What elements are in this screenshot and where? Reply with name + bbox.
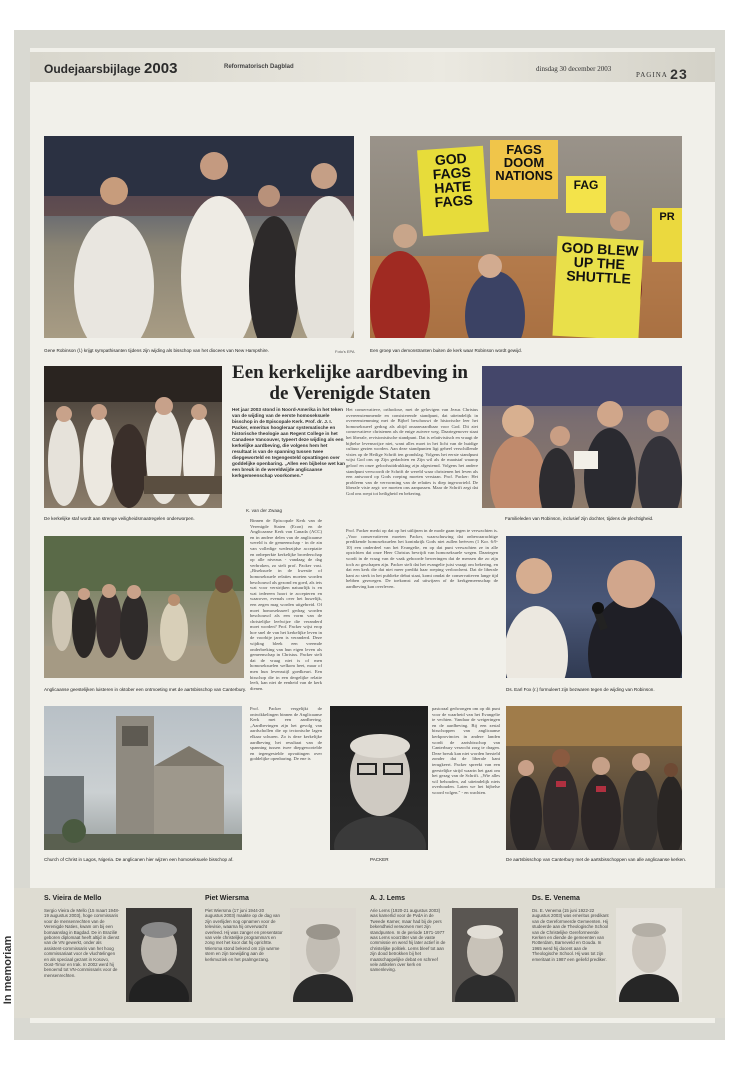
obituary-photo-2 xyxy=(290,908,356,1002)
caption-photo8: PACKER xyxy=(370,857,389,862)
article-column-5: pastoraal gedwongen om op dit punt voor de waarheid van het Evangelie te vechten. Vandaar de weigeringen en de aardbeving. Bij een zestal bisschoppen van anglicaanse kerkprovincies in andere landen wordt de aartsbisschop van Canterbury verzocht zorg te dragen. Deze breuk kan niet worden hersteld zonder dat de liberale kant terugkeert. Packer spreekt van een geestelijke strijd waarin het gaat om het gezag van de Schrift. „Wie alles wil behouden, zal uiteindelijk niets overhouden. Laten we het bijbelse woord volgen." - en wachten. xyxy=(432,706,500,795)
protest-sign-fags-doom-nations: FAGS DOOM NATIONS xyxy=(490,140,558,199)
caption-photo5: Anglicaanse geestelijken luisteren in oktober een ontmoeting met de aartsbisschop van Canterbury. xyxy=(44,687,247,692)
photo-clergy-walking-graphic xyxy=(44,536,244,678)
photo-archbishops-graphic xyxy=(506,706,682,850)
photo-credit: Foto's EPA xyxy=(335,349,355,354)
article-headline: Een kerkelijke aardbeving in de Verenigde Staten xyxy=(232,362,468,404)
caption-photo6: Ds. Earl Fox (r.) formuleert zijn bezwaren tegen de wijding van Robinson. xyxy=(506,687,655,692)
photo-robinson-family-graphic xyxy=(482,366,682,508)
obituary-text-3: Arie Lems (1920-21 augustus 2003) was kamerlid voor de PvdA in de Tweede Kamer, maar had bij de pers bekendheid verworven met zijn standpunten. In de periode 1971-1977 was Lems voorzitter van de vaste commissie en werd hij later actief in de christelijke politiek. Lems bleef tot aan zijn dood betrokken bij het maatschappelijke debat en schreef vele artikelen over kerk en samenleving. xyxy=(370,908,446,973)
photo-packer xyxy=(330,706,428,850)
obituary-photo-4 xyxy=(616,908,682,1002)
obituary-name-3: A. J. Lems xyxy=(370,895,406,902)
obituary-name-1: S. Vieira de Mello xyxy=(44,895,102,902)
photo-lagos-church-graphic xyxy=(44,706,242,850)
caption-photo4: Familieleden van Robinson, inclusief zijn dochter, tijdens de plechtigheid. xyxy=(505,516,654,521)
publication-name: Reformatorisch Dagblad xyxy=(224,64,294,70)
obituary-photo-2-graphic xyxy=(290,908,356,1002)
photo-packer-graphic xyxy=(330,706,428,850)
obituary-name-4: Ds. E. Venema xyxy=(532,895,580,902)
article-column-3: Prof. Packer merkt op dat op het uitlijnen in de mode gaan tegen te verwachten is. „Voor conservatieven moeten Packer, waarschuwing dat onbewaarachtige predikende homoseksuelen het koninkrijk Gods niet zullen beërven (1 Kor. 6:9-10) een onderdeel van het Evangelie, en op dat punt verwachten ze in alle opzichten dat onze Heer Christus bevrijdt van homoseksuele wegen. Daartegen wordt in de vraag van de vaak gehoorde beweringen dat de mensen die zo zijn toch zo geschapen zijn. Packer stelt dat het evangelie juist vraagt om bekering, en dat een kerk die dat niet meer predikt haar roeping verloochent. Dat de liberale kant zo sterk in het publieke debat staat, komt omdat de conservatieven lange tijd hebben gezwegen. De toekomst zal uitwijzen of de kerkgemeenschap de aardbeving kan overleven. xyxy=(346,528,498,589)
caption-photo3: De kerkelijke staf wordt aan strenge veiligheidsmaatregelen onderworpen. xyxy=(44,516,195,521)
caption-photo1: Gene Robinson (l.) krijgt sympathisanten tijdens zijn wijding als bisschop van het diocees van New Hampshire. xyxy=(44,348,269,353)
photo-lagos-church xyxy=(44,706,242,850)
photo-robinson-procession xyxy=(44,136,354,338)
caption-photo7: Church of Christ in Lagos, Nigeria. De anglicanen hier wijzen een homoseksuele bisschop af. xyxy=(44,857,234,862)
photo-protesters xyxy=(370,136,682,338)
photo-robinson-family xyxy=(482,366,682,508)
page-header xyxy=(30,52,715,82)
protest-sign-fag: FAG xyxy=(566,176,606,213)
obituary-photo-3 xyxy=(452,908,518,1002)
obituary-text-4: Ds. E. Venema (15 juni 1922-22 augustus 2003) was emeritus predikant van de Gereformeerde Gemeenten. Hij studeerde aan de Theologische School van de Christelijke Gereformeerde Kerken en diende de gemeenten van Rotterdam, Barneveld en Gouda. In 1965 werd hij docent aan de Theologische School. Hij was tot zijn emeritaat in 1987 een geliefd prediker. xyxy=(532,908,609,962)
photo-earl-fox-graphic xyxy=(506,536,682,678)
obituary-text-2: Piet Wiersma (17 juni 1944-20 augustus 2003) maakte op de dag van zijn overlijden nog opnamen voor de televisie, waarna hij onverwacht overleed. Hij was zanger en presentator van vele christelijke programma's en zong met het koor dat hij oprichtte. Wiersma stond bekend om zijn warme stem en zijn toewijding aan de kerkmuziek en het psalmgezang. xyxy=(205,908,283,962)
photo-security-check xyxy=(44,366,222,508)
page-label: PAGINA xyxy=(636,71,668,79)
obituary-name-2: Piet Wiersma xyxy=(205,895,249,902)
obituary-photo-1 xyxy=(126,908,192,1002)
article-lead: Het jaar 2003 stond in Noord-Amerika in het teken van de wijding van de eerste homoseksuele bisschop in de Episcopale Kerk. Prof. dr. J. I. Packer, emeritus hoogleraar systematische en historische theologie aan Regent College in het Canadese Vancouver, typeert deze wijding als een kerkelijke aardbeving, die volgens hem het resultaat is van de spanning tussen twee diepgeworteld en tegengesteld opvattingen over goddelijke openbaring. „Allen een bijbelse wet kan een breuk in de wereldwijde anglicaanse kerkgemeenschap voorkomen." xyxy=(232,407,346,478)
article-column-4: Prof. Packer vergelijkt de ontwikkelingen binnen de Anglicaanse Kerk met een aardbeving. „Aardbevingen zijn het gevolg van aardschollen die op tectonische lagen elkaar schuren. Zo is deze kerkelijke aardbeving het resultaat van de spanning tussen twee diepgewortelde en tegengestelde opvattingen over goddelijke openbaring. De ene is xyxy=(250,706,322,762)
obituary-photo-1-graphic xyxy=(126,908,192,1002)
obituary-photo-3-graphic xyxy=(452,908,518,1002)
page-number-label xyxy=(636,64,688,80)
page-number: 23 xyxy=(670,66,688,82)
protest-sign-edge: PR xyxy=(652,208,682,262)
section-name: Oudejaarsbijlage xyxy=(44,62,141,76)
photo-security-check-graphic xyxy=(44,366,222,508)
in-memoriam-text: In memoriam xyxy=(2,935,15,1005)
in-memoriam-label xyxy=(4,934,24,1014)
photo-archbishops xyxy=(506,706,682,850)
section-title xyxy=(44,60,177,77)
photo-earl-fox xyxy=(506,536,682,678)
section-year: 2003 xyxy=(144,60,178,77)
photo-clergy-walking xyxy=(44,536,244,678)
caption-photo9: De aartsbisschop van Canterbury met de aartsbisschoppen van alle anglicaanse kerken. xyxy=(506,857,687,862)
caption-photo2: Een groep van demonstranten buiten de kerk waar Robinson wordt gewijd. xyxy=(370,348,522,353)
article-column-2: Het conservatieve, orthodoxe, met de gelovigen van Jezus Christus overeenstemmende en consisterende standpunt, dat uiteindelijk in overeenstemming met de Bijbel beschouwt de historische leer het homoseksueel gedrag als altijd onaanvaardbaar voor God. Dit ziet conservatieve christenen als de enige zuivere weg. Daartegenover staat het liberale, revisionistische standpunt. Dat is relativistisch en vraagt de bijbelse levenswijze niet, want alles moet in het licht van de huidige cultuur gezien worden. Aan deze standpunten ligt geheel verschillende visies op de Heilige Schrift ten grondslag. Volgens het eerste standpunt wijst God ons op Zijn gedachten en Zijn wil als de maatstaf waarop geloof en onze geloofsuitdrukking zijn afgestemd. Volgens het andere standpunt verwoordt de Schrift de wereld waar christenen het leven als een antwoord op Gods roeping moeten verstaan. Prof. Packer: Het probleem van de vervorming van de relaties is diep ingeworteld. De liberale visie zegt: we moeten ons aanpassen. Maar de Schrift zegt dat God ons roept tot heiligheid en bekering. xyxy=(346,407,478,496)
article-column-1: Binnen de Episcopale Kerk van de Verenigde Staten (Econ) en de Anglicaanse Kerk van Canada (ACC) en in andere delen van de anglicaanse wereld is de gemeenschap - in de zin van volledige wederzijdse acceptatie en onbeperkte kerkelijke broederschap op alle niveaus - vandaag de dag verbroken, zo stelt prof. Packer vast. „Biseksuele in de kwestie of homoseksuele relaties moeten worden beschouwd als gezond en goed, als iets wat voor verstrijken natuurlijk is en wat iedereen hoort te accepteren en waarover, evenals over het huwelijk, een zegen mag worden uitgebreid. Of moet homoseksueel gedrag worden beschouwd als een vorm van de christelijke leefwijze die veranderd moet worden? Prof. Packer wijst erop hoe snel de van het kerkelijke leven in de voorbije jaren is veranderd. Deze wijding bleek een vreemde onderbreking van hun eigen leven als gemeenschap in Christus. Packer stelt dat de vraag niet is of men homoseksuelen welkom heet, maar of men hun levensstijl goedkeurt. Een bisschop die in een dergelijke relatie leeft, kan niet de eenheid van de kerk dienen. xyxy=(250,518,322,691)
protest-sign-god-blew-up-shuttle: GOD BLEW UP THE SHUTTLE xyxy=(552,236,643,338)
obituary-text-1: Sergio Vieira de Mello (15 maart 1948-19 augustus 2003), hoge commissaris voor de mensenrechten van de Verenigde Naties, kwam om bij een bomaanslag in Bagdad. De in Brazilië geboren diplomaat heeft altijd in dienst van de VN gewerkt, onder als assistent-commissaris van het hoog commissariaat voor de vluchtelingen en als speciaal gezant in Kosovo, Oost-Timor en Irak. In 2002 werd hij benoemd tot VN-commissaris voor de mensenrechten. xyxy=(44,908,120,978)
issue-date: dinsdag 30 december 2003 xyxy=(536,65,612,73)
protest-sign-god-hates-fags: GOD FAGS HATE FAGS xyxy=(417,146,489,236)
obituary-photo-4-graphic xyxy=(616,908,682,1002)
article-byline: K. van der Zwaag xyxy=(246,508,283,513)
photo-robinson-procession-graphic xyxy=(44,136,354,338)
